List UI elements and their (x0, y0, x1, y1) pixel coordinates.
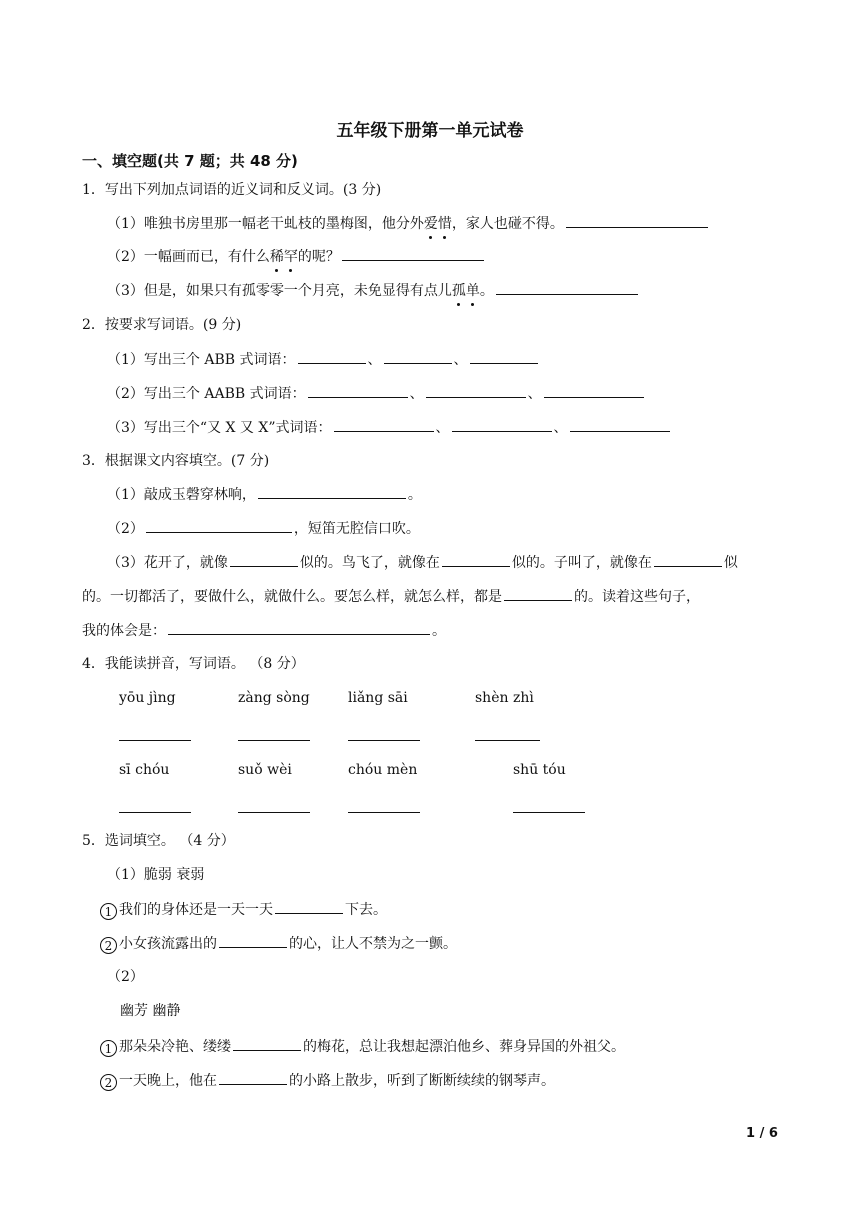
q1-item-1: （1）唯独书房里那一幅老干虬枝的墨梅图，他分外爱惜，家人也碰不得。 (107, 213, 710, 234)
answer-blank[interactable] (334, 417, 434, 432)
answer-blank[interactable] (544, 383, 644, 398)
pinyin-label: shū tóu (513, 762, 566, 778)
answer-blank[interactable] (238, 740, 310, 741)
answer-blank[interactable] (230, 552, 298, 567)
answer-blank[interactable] (298, 349, 366, 364)
circled-number: 2 (100, 1074, 117, 1091)
q3-item-1: （1）敲成玉磬穿林响， 。 (107, 484, 422, 505)
pinyin-label: zàng sòng (238, 690, 310, 706)
q5-item-4: 2 一天晚上，他在 的小路上散步，听到了断断续续的钢琴声。 (100, 1070, 555, 1091)
answer-blank[interactable] (384, 349, 452, 364)
circled-number: 2 (100, 937, 117, 954)
q1-item-2: （2）一幅画而已，有什么稀罕的呢？ (107, 246, 486, 267)
q1-heading: 1．写出下列加点词语的近义词和反义词。(3 分) (82, 182, 382, 198)
q4-heading: 4．我能读拼音，写词语。 （8 分） (82, 656, 305, 672)
answer-blank[interactable] (119, 740, 191, 741)
pinyin-label: liǎng sāi (348, 690, 408, 706)
answer-blank[interactable] (654, 552, 722, 567)
answer-blank[interactable] (348, 812, 420, 813)
dotted-char: 罕 (283, 249, 298, 265)
circled-number: 1 (100, 903, 117, 920)
answer-blank[interactable] (219, 1070, 287, 1085)
q5-part2-words: 幽芳 幽静 (120, 1003, 181, 1019)
answer-blank[interactable] (570, 417, 670, 432)
dotted-char: 稀 (269, 249, 284, 265)
page-number: 1 / 6 (746, 1126, 778, 1141)
circled-number: 1 (100, 1040, 117, 1057)
dotted-char: 孤 (451, 283, 466, 299)
pinyin-label: suǒ wèi (238, 762, 292, 778)
answer-blank[interactable] (233, 1036, 301, 1051)
answer-blank[interactable] (238, 812, 310, 813)
pinyin-label: chóu mèn (348, 762, 418, 778)
answer-blank[interactable] (426, 383, 526, 398)
q3-item-3-line2: 的。一切都活了，要做什么，就做什么。要怎么样，就怎么样，都是 的。读着这些句子， (82, 586, 700, 607)
answer-blank[interactable] (496, 280, 638, 295)
section-heading: 一、填空题(共 7 题；共 48 分) (82, 152, 298, 170)
q3-item-3-line1: （3）花开了，就像 似的。鸟飞了，就像在 似的。子叫了，就像在 似 (107, 552, 738, 573)
q3-item-2: （2） ，短笛无腔信口吹。 (107, 518, 420, 539)
answer-blank[interactable] (470, 349, 538, 364)
q5-heading: 5．选词填空。 （4 分） (82, 833, 235, 849)
dotted-char: 爱 (423, 216, 438, 232)
q5-part1-words: （1）脆弱 衰弱 (107, 867, 205, 883)
q2-item-1: （1）写出三个 ABB 式词语： 、 、 (107, 349, 540, 370)
answer-blank[interactable] (119, 812, 191, 813)
q2-item-3: （3）写出三个“又 X 又 X”式词语： 、 、 (107, 417, 672, 438)
pinyin-label: yōu jìng (119, 690, 176, 706)
answer-blank[interactable] (452, 417, 552, 432)
dotted-char: 单 (465, 283, 480, 299)
answer-blank[interactable] (475, 740, 540, 741)
q5-item-3: 1 那朵朵冷艳、缕缕 的梅花，总让我想起漂泊他乡、葬身异国的外祖父。 (100, 1036, 625, 1057)
page-title: 五年级下册第一单元试卷 (336, 121, 524, 141)
q2-heading: 2．按要求写词语。(9 分) (82, 317, 242, 333)
answer-blank[interactable] (513, 812, 585, 813)
answer-blank[interactable] (566, 213, 708, 228)
answer-blank[interactable] (168, 620, 430, 635)
answer-blank[interactable] (348, 740, 420, 741)
pinyin-label: sī chóu (119, 762, 170, 778)
q1-item-3: （3）但是，如果只有孤零零一个月亮，未免显得有点儿孤单。 (107, 280, 640, 301)
answer-blank[interactable] (146, 518, 292, 533)
answer-blank[interactable] (442, 552, 510, 567)
answer-blank[interactable] (219, 933, 287, 948)
answer-blank[interactable] (308, 383, 408, 398)
answer-blank[interactable] (504, 586, 572, 601)
pinyin-label: shèn zhì (475, 690, 534, 706)
answer-blank[interactable] (275, 899, 343, 914)
answer-blank[interactable] (342, 246, 484, 261)
q5-part2-label: （2） (107, 969, 144, 985)
q3-item-3-line3: 我的体会是： 。 (82, 620, 446, 641)
dotted-char: 惜 (437, 216, 452, 232)
answer-blank[interactable] (258, 484, 406, 499)
q2-item-2: （2）写出三个 AABB 式词语： 、 、 (107, 383, 646, 404)
q5-item-1: 1 我们的身体还是一天一天 下去。 (100, 899, 387, 920)
q3-heading: 3．根据课文内容填空。(7 分) (82, 453, 270, 469)
q5-item-2: 2 小女孩流露出的 的心，让人不禁为之一颤。 (100, 933, 457, 954)
